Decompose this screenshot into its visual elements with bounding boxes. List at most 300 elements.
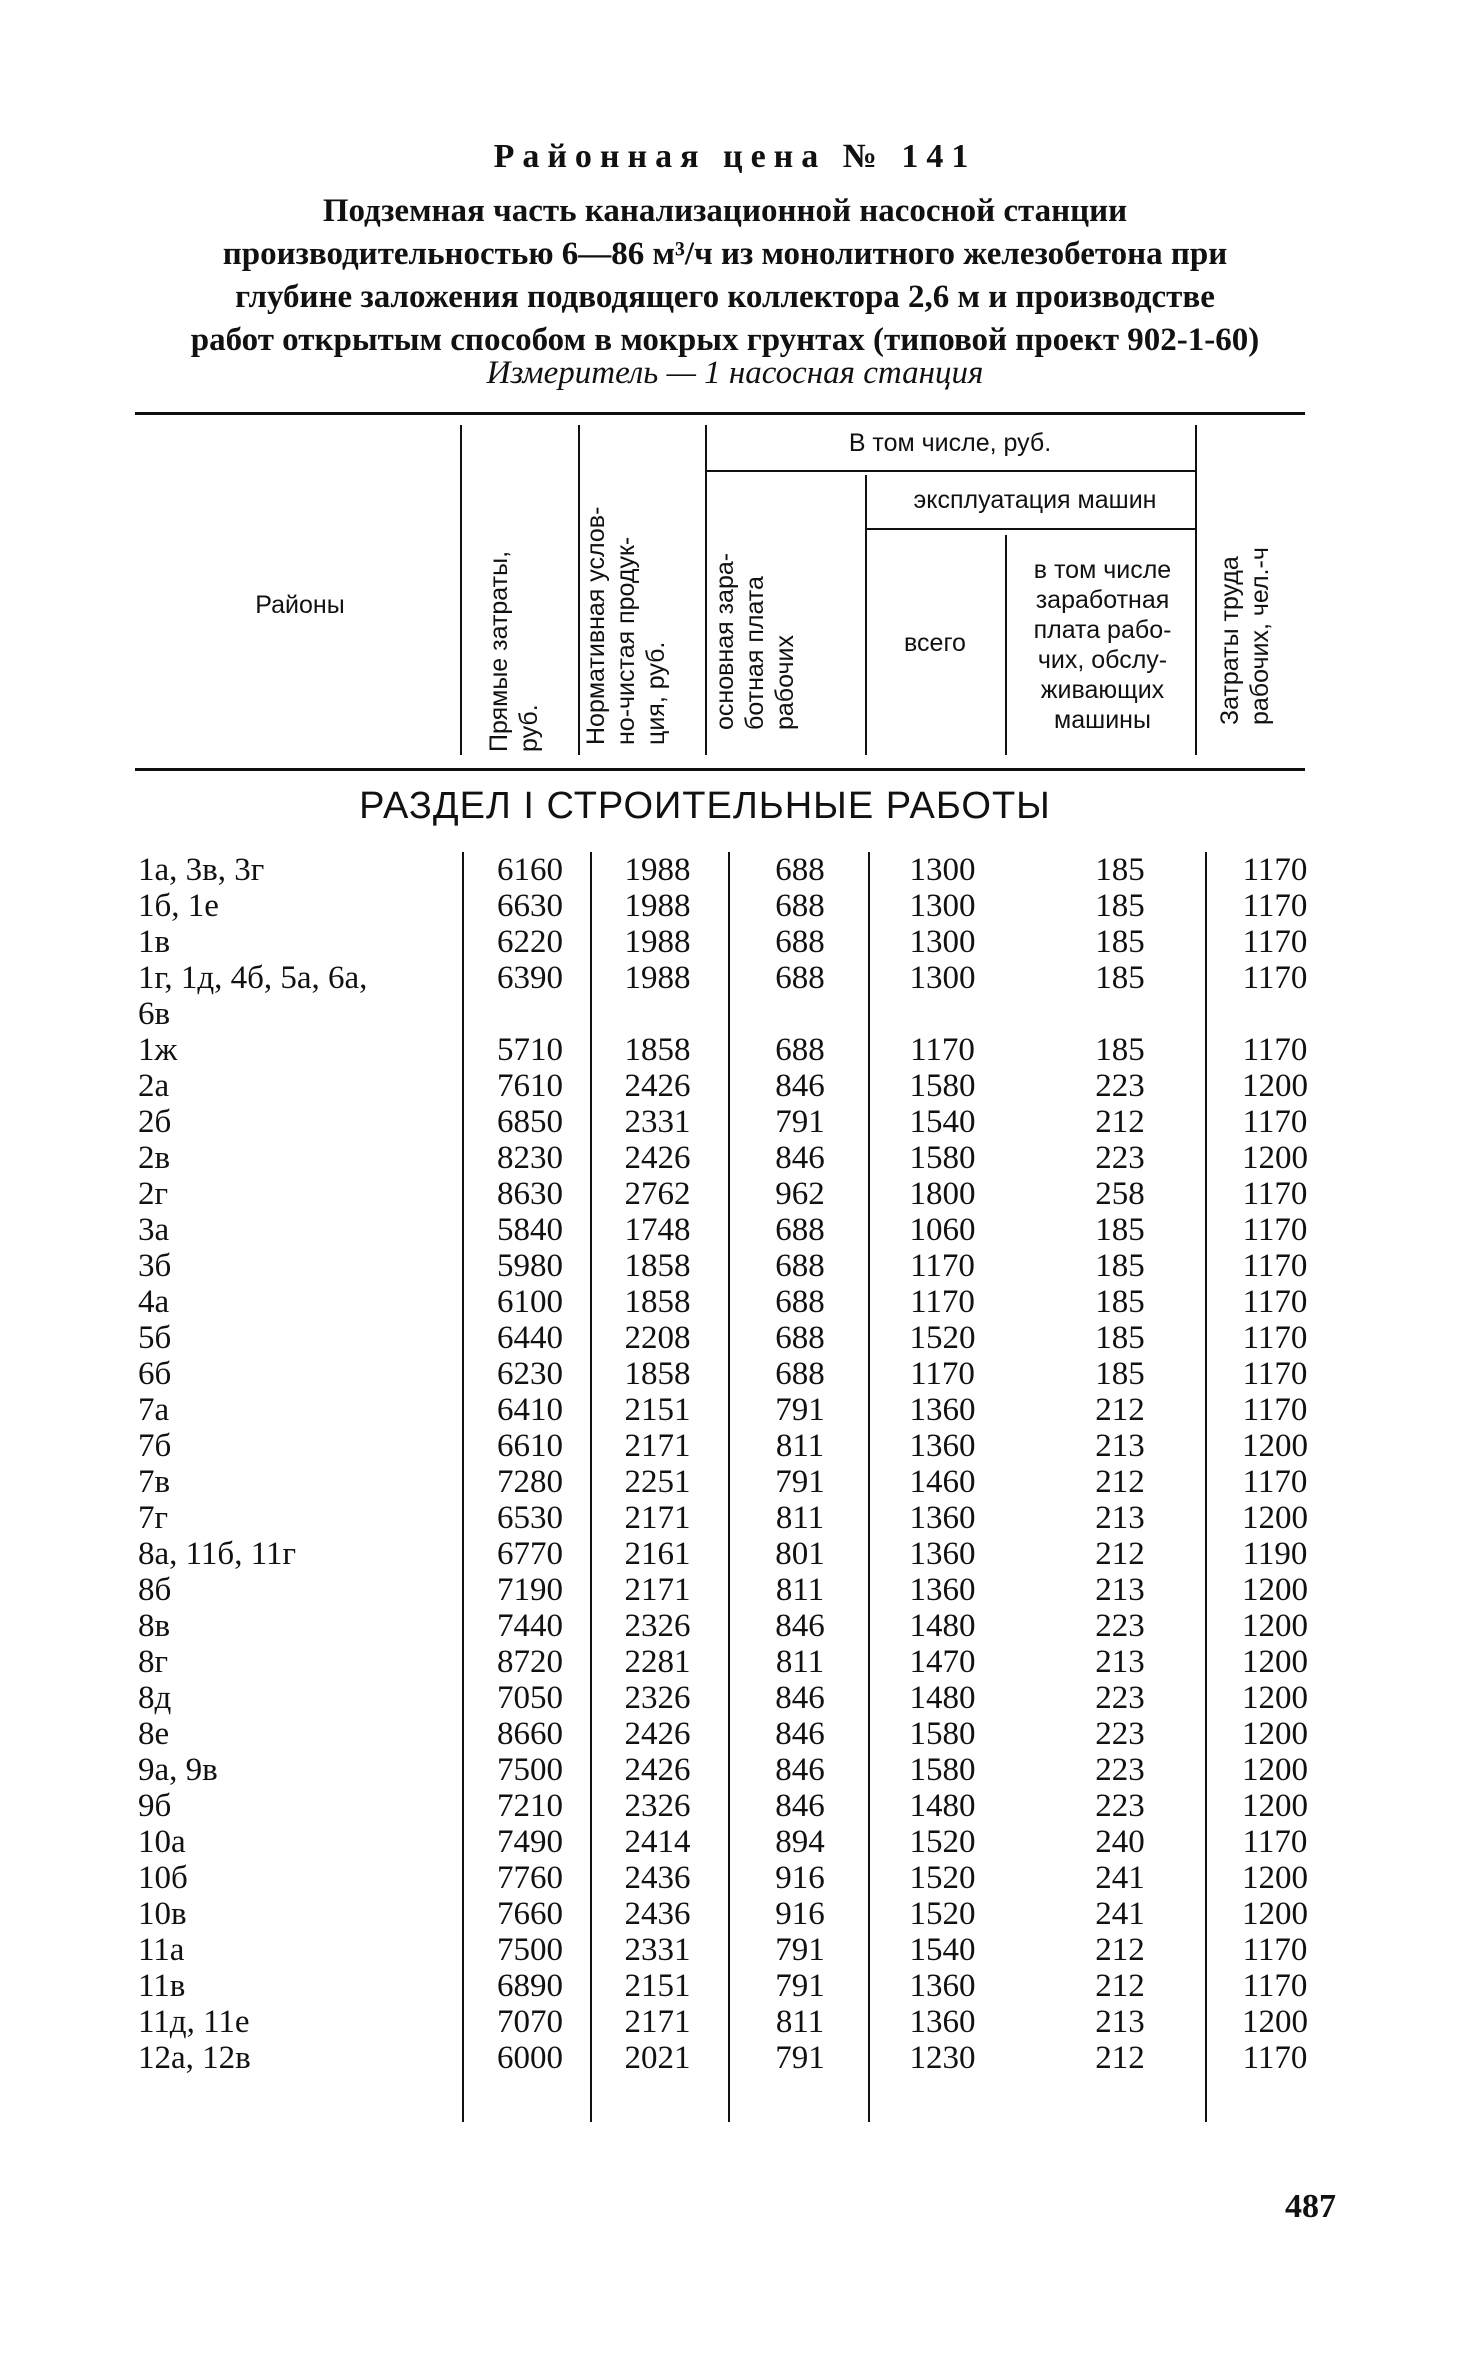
direct-costs-cell: 6390	[497, 960, 563, 996]
region-line: 8е	[138, 1716, 170, 1752]
machine-total-cell: 1580	[909, 1140, 976, 1176]
machine-total-cell: 1360	[909, 1428, 976, 1464]
machine-total-cell: 1520	[909, 1896, 976, 1932]
base-wage-cell: 791	[775, 1104, 825, 1140]
region-line: 6в	[138, 996, 171, 1032]
direct-costs-cell: 7440	[497, 1608, 563, 1644]
table-row	[0, 1752, 1470, 1788]
normative-cell: 1988	[624, 852, 691, 888]
normative-cell: 1858	[624, 1284, 691, 1320]
labor-cell: 1200	[1242, 1860, 1308, 1896]
direct-costs-cell: 5710	[497, 1032, 563, 1068]
table-row	[0, 2040, 1470, 2076]
table-row	[0, 1104, 1470, 1140]
table-row	[0, 1968, 1470, 2004]
machine-total-cell: 1300	[909, 852, 976, 888]
base-wage-cell: 791	[775, 2040, 825, 2076]
base-wage-cell: 846	[775, 1788, 825, 1824]
direct-costs-cell: 6850	[497, 1104, 563, 1140]
base-wage-cell: 791	[775, 1464, 825, 1500]
normative-cell: 1988	[624, 960, 691, 996]
machine-wage-cell: 212	[1095, 2040, 1145, 2076]
direct-costs-cell: 7610	[497, 1068, 563, 1104]
machine-total-cell: 1540	[909, 1104, 976, 1140]
region-line: 1г, 1д, 4б, 5а, 6а,	[138, 960, 368, 996]
machine-wage-cell: 185	[1095, 852, 1145, 888]
region-cell	[138, 1068, 169, 1104]
page-title: Районная цена № 141	[493, 138, 977, 175]
table-row	[0, 1320, 1470, 1356]
machine-wage-cell: 212	[1095, 1536, 1145, 1572]
direct-costs-cell: 5840	[497, 1212, 563, 1248]
normative-cell: 2251	[624, 1464, 691, 1500]
subtitle-line: Подземная часть канализационной насосной станции	[322, 193, 1128, 229]
machine-wage-cell: 185	[1095, 1248, 1145, 1284]
region-cell	[138, 1680, 171, 1716]
machine-wage-cell: 223	[1095, 1680, 1145, 1716]
region-line: 7в	[138, 1464, 171, 1500]
direct-costs-cell: 7070	[497, 2004, 563, 2040]
direct-costs-cell: 7210	[497, 1788, 563, 1824]
base-wage-cell: 811	[775, 1644, 825, 1680]
region-cell	[138, 1788, 171, 1824]
region-cell	[138, 1536, 296, 1572]
machine-wage-cell: 223	[1095, 1752, 1145, 1788]
machine-wage-cell: 223	[1095, 1140, 1145, 1176]
region-cell	[138, 1284, 169, 1320]
region-line: 12а, 12в	[138, 2040, 251, 2076]
region-cell	[138, 960, 367, 1032]
labor-cell: 1170	[1242, 1104, 1308, 1140]
base-wage-cell: 916	[775, 1860, 825, 1896]
table-row	[0, 1788, 1470, 1824]
region-cell	[138, 1320, 171, 1356]
direct-costs-cell: 7760	[497, 1860, 563, 1896]
machine-total-cell: 1800	[909, 1176, 976, 1212]
direct-costs-cell: 8660	[497, 1716, 563, 1752]
direct-costs-cell: 7500	[497, 1932, 563, 1968]
table-row	[0, 1536, 1470, 1572]
header-line: Затраты труда	[1216, 556, 1244, 725]
base-wage-cell: 846	[775, 1140, 825, 1176]
normative-cell: 1988	[624, 924, 691, 960]
region-cell	[138, 1176, 168, 1212]
direct-costs-cell: 6160	[497, 852, 563, 888]
region-cell	[138, 1464, 170, 1500]
base-wage-cell: 688	[775, 1032, 825, 1068]
machine-wage-cell: 241	[1095, 1860, 1145, 1896]
table-row	[0, 1428, 1470, 1464]
labor-cell: 1200	[1242, 1500, 1308, 1536]
labor-cell: 1170	[1242, 1176, 1308, 1212]
region-line: 11а	[138, 1932, 185, 1968]
normative-cell: 2331	[624, 1104, 691, 1140]
region-cell	[138, 852, 264, 888]
labor-cell: 1200	[1242, 1680, 1308, 1716]
machine-total-cell: 1520	[909, 1824, 976, 1860]
normative-cell: 2021	[624, 2040, 691, 2076]
labor-cell: 1170	[1242, 1248, 1308, 1284]
machine-wage-cell: 212	[1095, 1464, 1145, 1500]
machine-total-cell: 1170	[910, 1032, 975, 1068]
region-line: 2г	[138, 1176, 169, 1212]
table-row	[0, 1824, 1470, 1860]
header-line: Прямые затраты,	[485, 550, 513, 752]
region-cell	[138, 1248, 171, 1284]
region-cell	[138, 1500, 168, 1536]
region-line: 2б	[138, 1104, 172, 1140]
region-line: 10б	[138, 1860, 188, 1896]
header-total: всего	[904, 629, 966, 657]
machine-total-cell: 1060	[909, 1212, 976, 1248]
header-labor	[1215, 485, 1285, 725]
region-line: 6б	[138, 1356, 172, 1392]
machine-wage-cell: 240	[1095, 1824, 1145, 1860]
region-cell	[138, 1428, 171, 1464]
machine-total-cell: 1480	[909, 1680, 976, 1716]
header-normative	[581, 455, 691, 745]
labor-cell: 1200	[1242, 1644, 1308, 1680]
header-line: чих, обслу-	[1037, 646, 1168, 674]
direct-costs-cell: 8630	[497, 1176, 563, 1212]
direct-costs-cell: 6770	[497, 1536, 563, 1572]
labor-cell: 1190	[1242, 1536, 1308, 1572]
table-row	[0, 2004, 1470, 2040]
header-regions: Районы	[255, 591, 345, 619]
base-wage-cell: 811	[775, 1572, 825, 1608]
header-incl-wage	[1010, 555, 1195, 735]
region-line: 9б	[138, 1788, 172, 1824]
labor-cell: 1200	[1242, 1068, 1308, 1104]
header-line: рабочих	[771, 635, 799, 730]
region-cell	[138, 1356, 171, 1392]
machine-rule	[865, 528, 1195, 530]
region-cell	[138, 1860, 188, 1896]
region-line: 1ж	[138, 1032, 178, 1068]
base-wage-cell: 688	[775, 1212, 825, 1248]
machine-wage-cell: 223	[1095, 1068, 1145, 1104]
base-wage-cell: 916	[775, 1896, 825, 1932]
region-cell	[138, 924, 170, 960]
machine-total-cell: 1360	[909, 1536, 976, 1572]
machine-total-cell: 1520	[909, 1320, 976, 1356]
normative-cell: 2151	[624, 1392, 691, 1428]
direct-costs-cell: 6230	[497, 1356, 563, 1392]
region-line: 3а	[138, 1212, 170, 1248]
normative-cell: 2326	[624, 1680, 691, 1716]
machine-total-cell: 1360	[909, 1500, 976, 1536]
labor-cell: 1200	[1242, 1572, 1308, 1608]
labor-cell: 1200	[1242, 1608, 1308, 1644]
machine-wage-cell: 185	[1095, 960, 1145, 996]
region-cell	[138, 1140, 170, 1176]
table-row	[0, 1572, 1470, 1608]
region-cell	[138, 1752, 218, 1788]
region-line: 8в	[138, 1608, 171, 1644]
base-wage-cell: 846	[775, 1716, 825, 1752]
base-wage-cell: 791	[775, 1932, 825, 1968]
direct-costs-cell: 6220	[497, 924, 563, 960]
machine-total-cell: 1480	[909, 1788, 976, 1824]
table-row	[0, 1176, 1470, 1212]
region-line: 8д	[138, 1680, 172, 1716]
normative-cell: 2426	[624, 1716, 691, 1752]
machine-wage-cell: 223	[1095, 1788, 1145, 1824]
subtitle-line: работ открытым способом в мокрых грунтах (типовой проект 902-1-60)	[190, 322, 1260, 358]
machine-wage-cell: 212	[1095, 1104, 1145, 1140]
table-row	[0, 960, 1470, 1032]
direct-costs-cell: 7660	[497, 1896, 563, 1932]
region-cell	[138, 1824, 186, 1860]
machine-total-cell: 1480	[909, 1608, 976, 1644]
machine-total-cell: 1360	[909, 1392, 976, 1428]
labor-cell: 1170	[1242, 1212, 1308, 1248]
region-line: 4а	[138, 1284, 170, 1320]
machine-wage-cell: 258	[1095, 1176, 1145, 1212]
normative-cell: 2436	[624, 1896, 691, 1932]
labor-cell: 1200	[1242, 1896, 1308, 1932]
machine-wage-cell: 212	[1095, 1968, 1145, 2004]
direct-costs-cell: 8230	[497, 1140, 563, 1176]
labor-cell: 1170	[1242, 1356, 1308, 1392]
header-line: живающих	[1040, 676, 1165, 704]
machine-wage-cell: 213	[1095, 1428, 1145, 1464]
including-rule	[705, 470, 1195, 472]
labor-cell: 1170	[1242, 960, 1308, 996]
header-line: машины	[1054, 706, 1151, 734]
direct-costs-cell: 8720	[497, 1644, 563, 1680]
normative-cell: 2208	[624, 1320, 691, 1356]
region-line: 1б, 1е	[138, 888, 219, 924]
labor-cell: 1170	[1242, 1464, 1308, 1500]
normative-cell: 1858	[624, 1356, 691, 1392]
labor-cell: 1200	[1242, 1428, 1308, 1464]
machine-wage-cell: 185	[1095, 1212, 1145, 1248]
table-row	[0, 1392, 1470, 1428]
region-line: 9а, 9в	[138, 1752, 218, 1788]
region-line: 11д, 11е	[138, 2004, 250, 2040]
region-line: 1а, 3в, 3г	[138, 852, 265, 888]
header-line: но-чистая продук-	[612, 536, 640, 745]
normative-cell: 2326	[624, 1608, 691, 1644]
region-line: 8б	[138, 1572, 172, 1608]
table-row	[0, 1680, 1470, 1716]
measure-unit: Измеритель — 1 насосная станция	[486, 355, 984, 391]
machine-wage-cell: 185	[1095, 1320, 1145, 1356]
region-line: 10а	[138, 1824, 186, 1860]
direct-costs-cell: 6410	[497, 1392, 563, 1428]
table-body	[0, 852, 1470, 2076]
subtitle-line: производительностью 6—86 м³/ч из монолитного железобетона при	[222, 236, 1228, 272]
machine-wage-cell: 241	[1095, 1896, 1145, 1932]
table-row	[0, 924, 1470, 960]
machine-total-cell: 1300	[909, 924, 976, 960]
labor-cell: 1170	[1242, 1824, 1308, 1860]
header-machine-operation: эксплуатация машин	[913, 486, 1157, 514]
region-cell	[138, 1896, 187, 1932]
base-wage-cell: 811	[775, 1428, 825, 1464]
normative-cell: 2331	[624, 1932, 691, 1968]
machine-wage-cell: 213	[1095, 2004, 1145, 2040]
table-row	[0, 1248, 1470, 1284]
region-line: 7а	[138, 1392, 170, 1428]
machine-total-cell: 1300	[909, 960, 976, 996]
machine-total-cell: 1360	[909, 1968, 976, 2004]
normative-cell: 2161	[624, 1536, 691, 1572]
normative-cell: 2436	[624, 1860, 691, 1896]
region-line: 8г	[138, 1644, 169, 1680]
direct-costs-cell: 6890	[497, 1968, 563, 2004]
header-line: руб.	[515, 704, 543, 752]
header-divider	[1195, 425, 1197, 755]
labor-cell: 1170	[1242, 852, 1308, 888]
machine-wage-cell: 223	[1095, 1608, 1145, 1644]
region-cell	[138, 2040, 251, 2076]
header-line: Нормативная услов-	[582, 506, 610, 745]
header-bottom-rule	[135, 768, 1305, 771]
labor-cell: 1170	[1242, 888, 1308, 924]
header-divider	[1005, 535, 1007, 755]
base-wage-cell: 791	[775, 1968, 825, 2004]
region-line: 7б	[138, 1428, 172, 1464]
page-number: 487	[1285, 2188, 1336, 2225]
region-line: 2в	[138, 1140, 171, 1176]
machine-total-cell: 1470	[909, 1644, 976, 1680]
labor-cell: 1170	[1242, 1392, 1308, 1428]
direct-costs-cell: 6440	[497, 1320, 563, 1356]
base-wage-cell: 688	[775, 1284, 825, 1320]
region-cell	[138, 1932, 184, 1968]
labor-cell: 1200	[1242, 1716, 1308, 1752]
direct-costs-cell: 6100	[497, 1284, 563, 1320]
region-cell	[138, 888, 219, 924]
base-wage-cell: 811	[775, 1500, 825, 1536]
region-line: 2а	[138, 1068, 170, 1104]
region-cell	[138, 1644, 168, 1680]
table-row	[0, 888, 1470, 924]
region-cell	[138, 1608, 170, 1644]
region-cell	[138, 1716, 169, 1752]
labor-cell: 1170	[1242, 924, 1308, 960]
base-wage-cell: 801	[775, 1536, 825, 1572]
table-row	[0, 1500, 1470, 1536]
header-line: плата рабо-	[1033, 616, 1172, 644]
region-cell	[138, 2004, 250, 2040]
table-row	[0, 1356, 1470, 1392]
machine-wage-cell: 185	[1095, 1284, 1145, 1320]
header-divider	[865, 475, 867, 755]
header-including: В том числе, руб.	[848, 429, 1052, 457]
table-row	[0, 1896, 1470, 1932]
subtitle-line: глубине заложения подводящего коллектора 2,6 м и производстве	[235, 279, 1215, 315]
base-wage-cell: 688	[775, 924, 825, 960]
table-row	[0, 1644, 1470, 1680]
machine-wage-cell: 212	[1095, 1392, 1145, 1428]
base-wage-cell: 846	[775, 1068, 825, 1104]
machine-total-cell: 1360	[909, 2004, 976, 2040]
machine-total-cell: 1580	[909, 1068, 976, 1104]
region-line: 3б	[138, 1248, 172, 1284]
region-cell	[138, 1104, 171, 1140]
table-row	[0, 1284, 1470, 1320]
normative-cell: 2171	[624, 1572, 691, 1608]
region-line: 11в	[138, 1968, 186, 2004]
normative-cell: 1988	[624, 888, 691, 924]
header-line: рабочих, чел.-ч	[1246, 547, 1274, 725]
section-title: РАЗДЕЛ I СТРОИТЕЛЬНЫЕ РАБОТЫ	[359, 785, 1051, 827]
region-cell	[138, 1032, 177, 1068]
base-wage-cell: 688	[775, 888, 825, 924]
labor-cell: 1170	[1242, 1320, 1308, 1356]
header-line: ция, руб.	[642, 641, 670, 745]
header-line: ботная плата	[741, 576, 769, 730]
header-divider	[705, 425, 707, 755]
table-top-rule	[135, 412, 1305, 415]
table-row	[0, 1068, 1470, 1104]
normative-cell: 2171	[624, 1500, 691, 1536]
labor-cell: 1200	[1242, 2004, 1308, 2040]
table-row	[0, 1716, 1470, 1752]
base-wage-cell: 846	[775, 1752, 825, 1788]
normative-cell: 2326	[624, 1788, 691, 1824]
machine-wage-cell: 223	[1095, 1716, 1145, 1752]
region-cell	[138, 1392, 169, 1428]
machine-wage-cell: 213	[1095, 1572, 1145, 1608]
machine-wage-cell: 213	[1095, 1644, 1145, 1680]
direct-costs-cell: 7500	[497, 1752, 563, 1788]
normative-cell: 2426	[624, 1752, 691, 1788]
machine-wage-cell: 212	[1095, 1932, 1145, 1968]
normative-cell: 2281	[624, 1644, 691, 1680]
labor-cell: 1200	[1242, 1752, 1308, 1788]
region-cell	[138, 1572, 171, 1608]
region-line: 1в	[138, 924, 171, 960]
header-line: в том числе	[1033, 556, 1172, 584]
machine-total-cell: 1460	[909, 1464, 976, 1500]
normative-cell: 2426	[624, 1068, 691, 1104]
labor-cell: 1170	[1242, 1932, 1308, 1968]
normative-cell: 2414	[624, 1824, 691, 1860]
machine-wage-cell: 185	[1095, 924, 1145, 960]
base-wage-cell: 846	[775, 1608, 825, 1644]
base-wage-cell: 962	[775, 1176, 825, 1212]
direct-costs-cell: 6000	[497, 2040, 563, 2076]
machine-total-cell: 1360	[909, 1572, 976, 1608]
header-line: заработная	[1035, 586, 1170, 614]
normative-cell: 1858	[624, 1032, 691, 1068]
machine-total-cell: 1580	[909, 1716, 976, 1752]
normative-cell: 2426	[624, 1140, 691, 1176]
normative-cell: 2151	[624, 1968, 691, 2004]
direct-costs-cell: 7280	[497, 1464, 563, 1500]
base-wage-cell: 688	[775, 852, 825, 888]
machine-wage-cell: 185	[1095, 1356, 1145, 1392]
table-row	[0, 1140, 1470, 1176]
region-line: 10в	[138, 1896, 187, 1932]
region-line: 5б	[138, 1320, 172, 1356]
base-wage-cell: 811	[775, 2004, 825, 2040]
table-row	[0, 1464, 1470, 1500]
region-cell	[138, 1968, 185, 2004]
direct-costs-cell: 7190	[497, 1572, 563, 1608]
machine-total-cell: 1170	[910, 1248, 975, 1284]
machine-wage-cell: 213	[1095, 1500, 1145, 1536]
machine-wage-cell: 185	[1095, 888, 1145, 924]
header-divider	[460, 425, 462, 755]
normative-cell: 1748	[624, 1212, 691, 1248]
normative-cell: 1858	[624, 1248, 691, 1284]
labor-cell: 1200	[1242, 1788, 1308, 1824]
